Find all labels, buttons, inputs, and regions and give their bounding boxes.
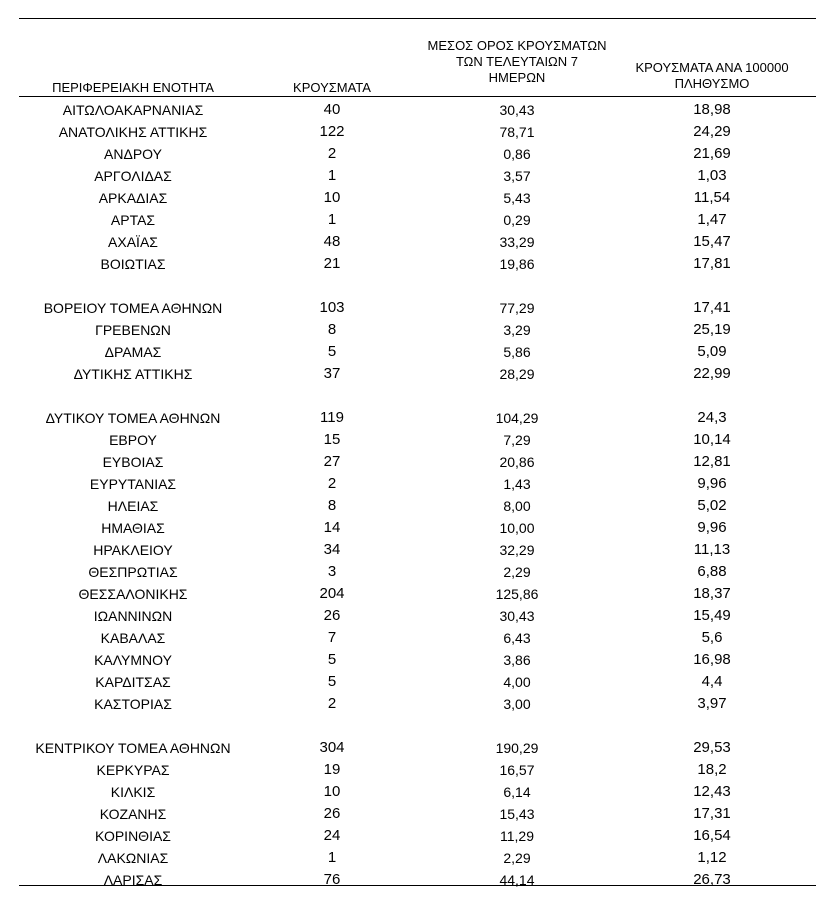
cases-cell: 5 [327,651,337,668]
average-cell: 8,00 [503,498,531,514]
table-row [19,759,816,781]
table-row [19,781,816,803]
table-row [19,231,816,253]
cases-cell: 26 [323,805,341,822]
cases-cell: 5 [327,673,337,690]
table-row [19,363,816,385]
average-cell: 11,29 [500,828,534,844]
average-cell: 7,29 [503,432,531,448]
region-cell: ΑΡΓΟΛΙΔΑΣ [94,168,172,184]
average-cell: 190,29 [495,740,539,756]
average-cell: 6,43 [503,630,531,646]
table-row [19,649,816,671]
cases-cell: 15 [323,431,341,448]
rate-cell: 17,81 [693,255,731,272]
cases-cell: 40 [323,101,341,118]
average-cell: 1,43 [503,476,531,492]
average-cell: 3,29 [503,322,531,338]
rate-cell: 22,99 [693,365,731,382]
average-cell: 0,86 [503,146,531,162]
rate-cell: 21,69 [693,145,731,162]
region-cell: ΗΜΑΘΙΑΣ [101,520,165,536]
cases-cell: 1 [327,167,337,184]
header-cases-per-100000 [617,60,807,92]
average-cell: 32,29 [499,542,535,558]
table-row [19,693,816,715]
region-cell: ΕΥΒΟΙΑΣ [102,454,164,470]
average-cell: 30,43 [499,102,535,118]
cases-cell: 48 [323,233,341,250]
region-cell: ΕΥΡΥΤΑΝΙΑΣ [89,476,177,492]
rate-cell: 24,3 [697,409,727,426]
cases-cell: 3 [327,563,337,580]
header-rate-line1: ΚΡΟΥΣΜΑΤΑ ΑΝΑ 100000 [635,60,789,75]
rate-cell: 1,12 [697,849,727,866]
region-cell: ΚΑΣΤΟΡΙΑΣ [94,696,172,712]
table-row [19,319,816,341]
rate-cell: 16,98 [693,651,731,668]
cases-cell: 8 [327,497,337,514]
cases-cell: 304 [319,739,345,756]
header-seven-day-average [417,38,617,86]
table-row [19,737,816,759]
cases-cell: 8 [327,321,337,338]
rate-cell: 9,96 [697,475,727,492]
region-cell: ΑΡΚΑΔΙΑΣ [98,190,168,206]
table-row [19,429,816,451]
region-cell: ΙΩΑΝΝΙΝΩΝ [93,608,173,624]
rate-cell: 12,81 [693,453,731,470]
cases-cell: 7 [327,629,337,646]
table-row [19,869,816,891]
rate-cell: 10,14 [693,431,731,448]
table-row [19,539,816,561]
rate-cell: 16,54 [693,827,731,844]
average-cell: 15,43 [499,806,535,822]
table-row [19,165,816,187]
table-row [19,451,816,473]
region-cell: ΚΑΡΔΙΤΣΑΣ [95,674,171,690]
rate-cell: 5,09 [697,343,727,360]
table-row [19,473,816,495]
cases-cell: 24 [323,827,341,844]
average-cell: 2,29 [503,564,531,580]
average-cell: 4,00 [503,674,531,690]
average-cell: 20,86 [499,454,535,470]
header-rule [19,96,816,97]
average-cell: 78,71 [499,124,535,140]
cases-cell: 122 [319,123,345,140]
region-cell: ΚΑΛΥΜΝΟΥ [94,652,172,668]
average-cell: 28,29 [499,366,535,382]
cases-cell: 2 [327,695,337,712]
rate-cell: 3,97 [697,695,727,712]
table-row [19,517,816,539]
rate-cell: 5,02 [697,497,727,514]
average-cell: 30,43 [499,608,535,624]
region-cell: ΑΡΤΑΣ [110,212,156,228]
table-body [19,99,816,891]
cases-cell: 1 [327,211,337,228]
average-cell: 3,86 [503,652,531,668]
average-cell: 33,29 [499,234,535,250]
average-cell: 16,57 [499,762,535,778]
region-cell: ΑΙΤΩΛΟΑΚΑΡΝΑΝΙΑΣ [62,102,204,118]
table-row [19,407,816,429]
region-cell: ΚΟΡΙΝΘΙΑΣ [95,828,171,844]
rate-cell: 18,2 [697,761,727,778]
average-cell: 5,43 [503,190,531,206]
cases-cell: 76 [323,871,341,888]
rate-cell: 11,54 [693,189,731,206]
rate-cell: 9,96 [697,519,727,536]
cases-cell: 26 [323,607,341,624]
region-cell: ΘΕΣΠΡΩΤΙΑΣ [88,564,178,580]
table-row [19,561,816,583]
table-row [19,121,816,143]
rate-cell: 17,41 [693,299,731,316]
average-cell: 6,14 [503,784,531,800]
average-cell: 10,00 [499,520,535,536]
rate-cell: 5,6 [701,629,723,646]
table-row [19,253,816,275]
rate-cell: 18,37 [693,585,731,602]
region-cell: ΑΝΔΡΟΥ [104,146,162,162]
bottom-rule [19,885,816,886]
region-cell: ΗΛΕΙΑΣ [107,498,159,514]
region-cell: ΔΥΤΙΚΗΣ ΑΤΤΙΚΗΣ [73,366,193,382]
table-row [19,341,816,363]
region-cell: ΛΑΡΙΣΑΣ [103,872,163,888]
average-cell: 3,00 [503,696,531,712]
region-cell: ΚΙΛΚΙΣ [110,784,156,800]
rate-cell: 1,47 [697,211,727,228]
header-rate-line2: ΠΛΗΘΥΣΜΟ [674,76,750,91]
region-cell: ΒΟΙΩΤΙΑΣ [100,256,166,272]
header-avg-line3: ΗΜΕΡΩΝ [488,70,546,85]
table-row [19,825,816,847]
table-row [19,627,816,649]
rate-cell: 12,43 [693,783,731,800]
average-cell: 125,86 [495,586,539,602]
region-cell: ΑΝΑΤΟΛΙΚΗΣ ΑΤΤΙΚΗΣ [58,124,208,140]
table-row [19,297,816,319]
region-cell: ΚΑΒΑΛΑΣ [100,630,166,646]
region-cell: ΔΥΤΙΚΟΥ ΤΟΜΕΑ ΑΘΗΝΩΝ [45,410,221,426]
rate-cell: 15,49 [693,607,731,624]
table-row [19,143,816,165]
average-cell: 104,29 [495,410,539,426]
rate-cell: 18,98 [693,101,731,118]
average-cell: 2,29 [503,850,531,866]
average-cell: 77,29 [499,300,535,316]
average-cell: 5,86 [503,344,531,360]
cases-cell: 1 [327,849,337,866]
region-cell: ΚΕΝΤΡΙΚΟΥ ΤΟΜΕΑ ΑΘΗΝΩΝ [35,740,231,756]
cases-cell: 10 [323,189,341,206]
rate-cell: 26,73 [693,871,731,888]
average-cell: 3,57 [503,168,531,184]
cases-cell: 19 [323,761,341,778]
region-cell: ΒΟΡΕΙΟΥ ΤΟΜΕΑ ΑΘΗΝΩΝ [43,300,223,316]
table-row [19,803,816,825]
cases-cell: 10 [323,783,341,800]
cases-cell: 2 [327,475,337,492]
top-rule [19,18,816,19]
rate-cell: 1,03 [697,167,727,184]
region-cell: ΕΒΡΟΥ [109,432,157,448]
rate-cell: 6,88 [697,563,727,580]
average-cell: 19,86 [499,256,535,272]
table-row [19,847,816,869]
cases-cell: 37 [323,365,341,382]
region-cell: ΗΡΑΚΛΕΙΟΥ [93,542,173,558]
region-cell: ΚΟΖΑΝΗΣ [99,806,167,822]
average-cell: 44,14 [499,872,535,888]
cases-cell: 5 [327,343,337,360]
table-row [19,187,816,209]
average-cell: 0,29 [503,212,531,228]
rate-cell: 15,47 [693,233,731,250]
region-cell: ΑΧΑΪΑΣ [108,234,158,250]
header-cases: ΚΡΟΥΣΜΑΤΑ [293,80,371,95]
cases-cell: 103 [319,299,345,316]
rate-cell: 25,19 [693,321,731,338]
region-cell: ΚΕΡΚΥΡΑΣ [96,762,170,778]
cases-cell: 204 [319,585,345,602]
table-row [19,671,816,693]
table-row [19,209,816,231]
cases-cell: 2 [327,145,337,162]
region-cell: ΛΑΚΩΝΙΑΣ [97,850,169,866]
cases-cell: 119 [320,409,344,426]
region-cell: ΘΕΣΣΑΛΟΝΙΚΗΣ [78,586,188,602]
cases-cell: 27 [323,453,341,470]
region-cell: ΓΡΕΒΕΝΩΝ [95,322,171,338]
table-row [19,495,816,517]
rate-cell: 4,4 [701,673,723,690]
rate-cell: 11,13 [693,541,731,558]
table-row [19,583,816,605]
cases-cell: 34 [323,541,341,558]
rate-cell: 29,53 [693,739,731,756]
cases-cell: 14 [323,519,341,536]
rate-cell: 24,29 [693,123,731,140]
table-row [19,605,816,627]
rate-cell: 17,31 [693,805,731,822]
header-avg-line2: ΤΩΝ ΤΕΛΕΥΤΑΙΩΝ 7 [455,54,579,69]
region-cell: ΔΡΑΜΑΣ [104,344,162,360]
table-row [19,99,816,121]
cases-cell: 21 [323,255,341,272]
header-avg-line1: ΜΕΣΟΣ ΟΡΟΣ ΚΡΟΥΣΜΑΤΩΝ [427,38,607,53]
header-region: ΠΕΡΙΦΕΡΕΙΑΚΗ ΕΝΟΤΗΤΑ [52,80,214,95]
